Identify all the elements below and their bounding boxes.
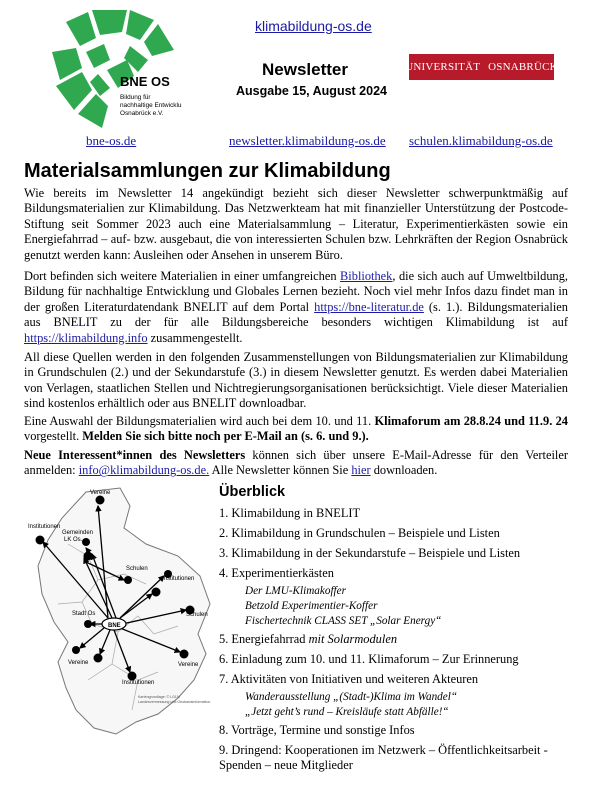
map-label-stadt-os: Stadt Os — [72, 611, 96, 617]
link-bne-literatur[interactable]: https://bne-literatur.de — [314, 299, 424, 314]
overview-item-5-text: 5. Energiefahrrad — [219, 632, 309, 646]
map-label-institutionen-left: Institutionen — [28, 524, 61, 530]
map-label-vereine-bottom: Vereine — [68, 660, 89, 666]
overview-item-1: 1. Klimabildung in BNELIT — [219, 506, 361, 520]
link-schulen[interactable]: schulen.klimabildung-os.de — [409, 133, 553, 148]
link-newsletter[interactable]: newsletter.klimabildung-os.de — [229, 133, 386, 148]
p2-text-a: Dort befinden sich weitere Materialien in einer umfangreichen — [24, 269, 341, 283]
newsletter-title: Newsletter — [262, 60, 348, 79]
bne-logo-sub3: Osnabrück e.V. — [120, 110, 164, 117]
university-logo — [405, 54, 558, 80]
map-label-schulen-mid: Schulen — [126, 566, 148, 572]
main-heading: Materialsammlungen zur Klimabildung — [24, 160, 391, 182]
bne-os-logo — [52, 10, 182, 135]
link-email[interactable]: info@klimabildung-os.de. — [78, 463, 210, 478]
p5-text-b: Alle Newsletter können Sie — [209, 463, 352, 478]
p4-text-b: vorgestellt. — [24, 429, 83, 444]
link-bibliothek[interactable]: Bibliothek — [340, 269, 393, 283]
p5-text-c: downloaden. — [370, 463, 438, 478]
map-label-vereine-right: Vereine — [178, 662, 199, 668]
map-label-lkos: LK Os. — [64, 537, 83, 543]
p4-register-note: Melden Sie sich bitte noch per E-Mail an (s. 6. und 9.). — [82, 429, 369, 444]
paragraph-1-text: Wie bereits im Newsletter 14 angekündigt bezieht sich dieser Newsletter schwerpunktmäßig auf Bildungsmaterialien zur Klimabildung. Das Netzwerkteam hat mit finanzieller Unterstützung der Postcode-Stiftung seit Sommer 2023 auch eine Materialsammlung – Literatur, Experimentierkästen sowie ein Energiefahrrad – auf- bzw. ausgebaut, die von interessierten Schulen bzw. Lehrkräften der Region Osnabrück genutzt werden kann: Ausleihen oder Ansehen in unserem Büro. — [24, 186, 568, 262]
overview-sub-7-1: Wanderausstellung „(Stadt-)Klima im Wandel“ — [245, 691, 458, 703]
portal-links — [0, 133, 590, 151]
p5-text-a: können sich über unsere E-Mail-Adresse für den Verteiler anmelden: — [24, 448, 568, 478]
p2-text-c: (s. 1.). Bildungsmaterialien aus BNELIT zu der für alle Bildungsbereiche besonders wichtigen Klimabildung ist auf — [24, 299, 568, 330]
overview-item-3: 3. Klimabildung in der Sekundarstufe – Beispiele und Listen — [219, 546, 521, 560]
overview-item-7-subs — [219, 690, 579, 720]
paragraph-5 — [24, 448, 568, 479]
p2-text-b: , die sich auch auf Umweltbildung, Bildung für nachhaltige Entwicklung und Globales Lernen bezieht. Noch viel mehr Infos dazu findet man in der großen Literaturdatendank BNELIT auf dem Portal — [24, 269, 568, 314]
paragraph-2 — [24, 269, 568, 346]
site-link[interactable]: klimabildung-os.de — [255, 18, 372, 34]
overview-item-6: 6. Einladung zum 10. und 11. Klimaforum – Zur Erinnerung — [219, 652, 519, 666]
paragraph-4 — [24, 414, 568, 445]
map-credit-2: Landesvermessung und Geobasisinformation — [138, 700, 211, 704]
map-label-gemeinden: Gemeinden — [62, 530, 94, 536]
map-label-institutionen-right: Institutionen — [162, 576, 195, 582]
map-credit-1: Kartengrundlage: © LGLN — [138, 695, 180, 699]
overview — [219, 484, 579, 778]
overview-sub-7-2: „Jetzt geht’s rund – Kreisläufe statt Abfälle!“ — [245, 706, 449, 718]
overview-sub-4-1: Der LMU-Klimakoffer — [245, 585, 346, 597]
map-label-center: BNE — [108, 623, 121, 629]
overview-item-5 — [219, 632, 579, 647]
map-label-institutionen-bottom: Institutionen — [122, 680, 155, 686]
network-map — [28, 484, 218, 750]
overview-item-7: 7. Aktivitäten von Initiativen und weiteren Akteuren — [219, 672, 479, 686]
paragraph-1 — [24, 186, 568, 263]
bne-logo-sub1: Bildung für — [120, 94, 151, 101]
spider-web-icon — [52, 10, 182, 135]
link-klimabildung-info[interactable]: https://klimabildung.info — [24, 330, 148, 345]
paragraph-3-text: All diese Quellen werden in den folgenden Zusammenstellungen von Bildungsmaterialien zur Klimabildung in Grundschulen (2.) und der Sekundarstufe (3.) in diesem Newsletter genutzt. Es werden dabei Materialien von Verlagen, staatlichen Stellen und Nichtregierungsorganisationen berücksichtigt. Viele dieser Materialien sind kostenlos erhältlich oder aus BNELIT downloadbar. — [24, 350, 568, 411]
overview-item-4-subs — [219, 584, 579, 629]
p4-text-a: Eine Auswahl der Bildungsmaterialien wird auch bei dem 10. und 11. — [24, 414, 375, 428]
paragraph-3 — [24, 350, 568, 412]
map-label-schulen-right: Schulen — [186, 612, 208, 618]
bne-logo-sub2: nachhaltige Entwicklung — [120, 102, 182, 109]
bne-logo-name: BNE OS — [120, 74, 170, 89]
p2-text-d: zusammengestellt. — [147, 330, 243, 345]
overview-item-4: 4. Experimentierkästen — [219, 566, 334, 580]
overview-title: Überblick — [219, 484, 286, 500]
link-bne-os[interactable]: bne-os.de — [86, 133, 137, 148]
overview-sub-4-3: Fischertechnik CLASS SET „Solar Energy“ — [245, 615, 442, 627]
overview-item-2: 2. Klimabildung in Grundschulen – Beispiele und Listen — [219, 526, 500, 540]
overview-item-8: 8. Vorträge, Termine und sonstige Infos — [219, 723, 415, 737]
link-hier[interactable]: hier — [351, 463, 371, 478]
map-label-vereine-top: Vereine — [90, 490, 111, 496]
p4-klimaforum-dates: Klimaforum am 28.8.24 und 11.9. 24 — [374, 414, 568, 428]
overview-sub-4-2: Betzold Experimentier-Koffer — [245, 600, 378, 612]
uni-logo-left: UNIVERSITÄT — [405, 61, 481, 73]
overview-item-5-italic: mit Solarmodulen — [308, 632, 398, 646]
p5-bold: Neue Interessent*innen des Newsletters — [24, 448, 246, 462]
network-map-svg — [28, 484, 218, 750]
uni-logo-right: OSNABRÜCK — [488, 61, 558, 73]
newsletter-issue: Ausgabe 15, August 2024 — [236, 84, 387, 98]
overview-item-9: 9. Dringend: Kooperationen im Netzwerk – Öffentlichkeitsarbeit - Spenden – neue Mitglieder — [219, 743, 548, 772]
